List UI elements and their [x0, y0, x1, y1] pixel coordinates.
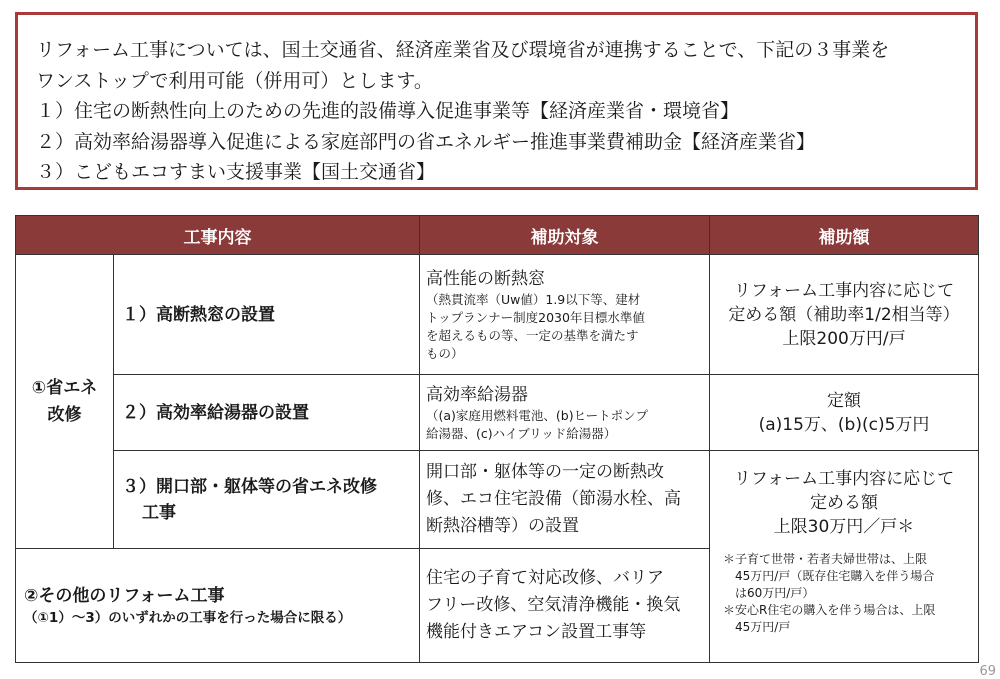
header-subsidy-amount: 補助額 — [710, 216, 979, 255]
target-line: 開口部・躯体等の一定の断熱改 — [426, 462, 664, 482]
item-label: ３）開口部・躯体等の省エネ改修 — [122, 476, 377, 497]
amount-cell-merged — [710, 451, 979, 663]
intro-line-program-2: ２）高効率給湯器導入促進による家庭部門の省エネルギー推進事業費補助金【経済産業省】 — [36, 130, 816, 153]
amount-line: 定額 — [827, 390, 861, 411]
header-subsidy-target: 補助対象 — [420, 216, 710, 255]
item-label: 工事 — [142, 502, 176, 523]
table-row — [16, 451, 979, 549]
amount-line: リフォーム工事内容に応じて — [733, 280, 955, 301]
item-water-heater: ２）高効率給湯器の設置 — [114, 375, 420, 451]
category-energy-saving — [16, 255, 114, 549]
note-line: 45万円/戸（既存住宅購入を伴う場合 — [735, 569, 935, 583]
target-line: 修、エコ住宅設備（節湯水栓、高 — [426, 489, 681, 509]
note-line: ＊子育て世帯・若者夫婦世帯は、上限 — [723, 552, 928, 566]
intro-line-program-1: １）住宅の断熱性向上のための先進的設備導入促進事業等【経済産業省・環境省】 — [36, 100, 740, 122]
target-cell — [420, 549, 710, 663]
target-sub: もの） — [426, 345, 464, 361]
intro-box — [15, 12, 978, 190]
target-main: 高性能の断熱窓 — [426, 268, 545, 289]
intro-line: リフォーム工事については、国土交通省、経済産業省及び環境省が連携することで、下記の３事業を — [36, 39, 890, 61]
other-condition: （①1）～3）のいずれかの工事を行った場合に限る） — [24, 609, 352, 626]
header-work-content: 工事内容 — [16, 216, 420, 255]
table-header-row — [16, 216, 979, 255]
item-openings-insulation — [114, 451, 420, 549]
note-line: は60万円/戸） — [735, 586, 815, 600]
target-line: 断熱浴槽等）の設置 — [426, 516, 579, 536]
target-main: 高効率給湯器 — [426, 384, 528, 405]
page-number: 69 — [979, 664, 996, 679]
intro-line-program-3: ３）こどもエコすまい支援事業【国土交通省】 — [36, 161, 436, 183]
table-row — [16, 375, 979, 451]
target-line: 機能付きエアコン設置工事等 — [426, 622, 647, 642]
target-cell — [420, 375, 710, 451]
target-sub: を超えるもの等、一定の基準を満たす — [426, 327, 639, 343]
amount-line: 定める額 — [810, 493, 878, 513]
amount-line: 定める額（補助率1/2相当等） — [728, 304, 960, 325]
target-cell — [420, 451, 710, 549]
category-label: ①省エネ — [31, 377, 98, 398]
target-line: 住宅の子育て対応改修、バリア — [426, 568, 664, 588]
target-sub: （熱貫流率（Uw値）1.9以下等、建材 — [426, 291, 641, 307]
category-label: 改修 — [47, 404, 82, 425]
category-other-reform — [16, 549, 420, 663]
amount-cell — [710, 375, 979, 451]
target-line: フリー改修、空気清浄機能・換気 — [426, 595, 681, 615]
target-cell — [420, 255, 710, 375]
note-line: ＊安心R住宅の購入を伴う場合は、上限 — [723, 603, 936, 617]
item-insulated-windows: １）高断熱窓の設置 — [114, 255, 420, 375]
target-sub: トップランナー制度2030年目標水準値 — [426, 309, 645, 325]
subsidy-table — [15, 215, 979, 663]
amount-cell — [710, 255, 979, 375]
amount-line: 上限200万円/戸 — [782, 328, 906, 349]
other-title: ②その他のリフォーム工事 — [24, 585, 225, 606]
table-row — [16, 255, 979, 375]
amount-line: (a)15万、(b)(c)5万円 — [758, 414, 930, 435]
intro-line: ワンストップで利用可能（併用可）とします。 — [36, 69, 433, 92]
amount-line: リフォーム工事内容に応じて — [733, 469, 955, 489]
note-line: 45万円/戸 — [735, 620, 791, 634]
target-sub: 給湯器、(c)ハイブリッド給湯器） — [426, 425, 617, 441]
target-sub: （(a)家庭用燃料電池、(b)ヒートポンプ — [426, 407, 649, 423]
amount-line: 上限30万円／戸＊ — [773, 517, 915, 537]
amount-notes — [723, 551, 973, 636]
